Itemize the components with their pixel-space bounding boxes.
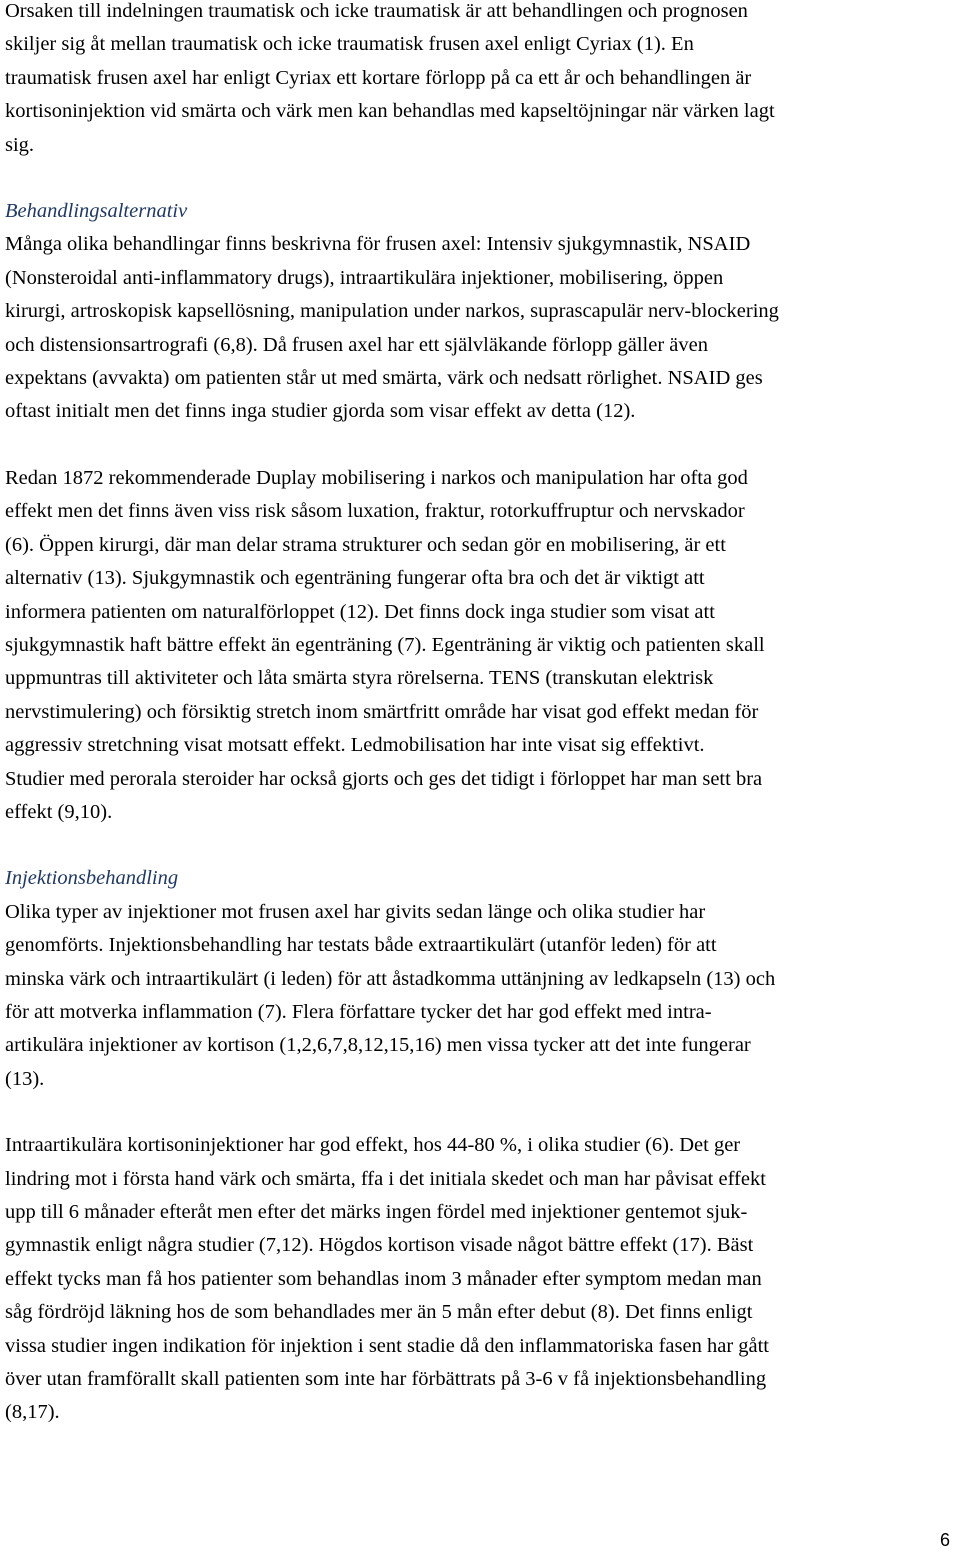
document-body [5,0,957,1430]
text-line: Intraartikulära kortisoninjektioner har god effekt, hos 44-80 %, i olika studier (6). Det ger [5,1134,741,1157]
text-line: (8,17). [5,1401,60,1424]
section-heading-injektionsbehandling: Injektionsbehandling [5,867,179,890]
text-line: upp till 6 månader efteråt men efter det märks ingen fördel med injektioner gentemot sjuk- [5,1201,748,1223]
text-line: (6). Öppen kirurgi, där man delar strama strukturer och sedan gör en mobilisering, är ett [5,533,726,556]
text-line: aggressiv stretchning visat motsatt effekt. Ledmobilisation har inte visat sig effektivt. [5,734,705,757]
page-number: 6 [939,1530,950,1550]
text-line: sjukgymnastik haft bättre effekt än egenträning (7). Egenträning är viktig och patienten skall [5,633,765,656]
text-line: uppmuntras till aktiviteter och låta smärta styra rörelserna. TENS (transkutan elektrisk [5,667,714,690]
text-line: Olika typer av injektioner mot frusen axel har givits sedan länge och olika studier har [5,900,706,923]
text-line: sig. [5,133,35,156]
text-line: för att motverka inflammation (7). Flera författare tycker det har god effekt med intra- [5,1000,712,1023]
text-line: informera patienten om naturalförloppet (12). Det finns dock inga studier som visat att [5,600,715,623]
text-line: expektans (avvakta) om patienten står ut med smärta, värk och nedsatt rörlighet. NSAID ges [5,367,763,390]
text-line: Studier med perorala steroider har också gjorts och ges det tidigt i förloppet har man sett bra [5,767,763,790]
text-line: Redan 1872 rekommenderade Duplay mobilisering i narkos och manipulation har ofta god [5,466,748,489]
text-line: effekt tycks man få hos patienter som behandlas inom 3 månader efter symptom medan man [5,1267,762,1290]
text-line: lindring mot i första hand värk och smärta, ffa i det initiala skedet och man har påvisat effekt [5,1167,766,1190]
text-line: nervstimulering) och försiktig stretch inom smärtfritt område har visat god effekt medan för [5,700,759,723]
text-line: gymnastik enligt några studier (7,12). Högdos kortison visade något bättre effekt (17). Bäst [5,1234,754,1257]
text-line: över utan framförallt skall patienten som inte har förbättrats på 3-6 v få injektionsbehandling [5,1368,767,1391]
text-line: effekt (9,10). [5,800,113,823]
text-line: skiljer sig åt mellan traumatisk och icke traumatisk frusen axel enligt Cyriax (1). En [5,33,694,56]
paragraph-intro [5,0,957,162]
text-line: vissa studier ingen indikation för injektion i sent stadie då den inflammatoriska fasen har gått [5,1334,770,1357]
text-line: artikulära injektioner av kortison (1,2,6,7,8,12,15,16) men vissa tycker att det inte fungerar [5,1034,751,1057]
paragraph-injektionsbehandling [5,896,957,1096]
text-line: (Nonsteroidal anti-inflammatory drugs), intraartikulära injektioner, mobilisering, öppen [5,266,724,289]
text-line: och distensionsartrografi (6,8). Då frusen axel har ett självläkande förlopp gäller även [5,333,709,356]
paragraph-behandlingsalternativ [5,228,957,428]
paragraph-duplay [5,462,957,829]
text-line: Orsaken till indelningen traumatisk och icke traumatisk är att behandlingen och prognosen [5,0,748,22]
text-line: traumatisk frusen axel har enligt Cyriax ett kortare förlopp på ca ett år och behandlingen är [5,66,752,89]
paragraph-intraartikulara [5,1129,957,1430]
text-line: Många olika behandlingar finns beskrivna för frusen axel: Intensiv sjukgymnastik, NSAID [5,233,751,256]
text-line: kirurgi, artroskopisk kapsellösning, manipulation under narkos, suprascapulär nerv-blockering [5,300,779,323]
text-line: effekt men det finns även viss risk såsom luxation, fraktur, rotorkuffruptur och nervskador [5,500,745,523]
text-line: alternativ (13). Sjukgymnastik och egenträning fungerar ofta bra och det är viktigt att [5,567,705,590]
section-heading-behandlingsalternativ: Behandlingsalternativ [5,200,188,223]
text-line: minska värk och intraartikulärt (i leden) för att åstadkomma uttänjning av ledkapseln (13) och [5,967,776,990]
text-line: (13). [5,1067,45,1090]
text-line: kortisoninjektion vid smärta och värk men kan behandlas med kapseltöjningar när värken lagt [5,100,775,123]
text-line: genomförts. Injektionsbehandling har testats både extraartikulärt (utanför leden) för att [5,934,717,957]
text-line: oftast initialt men det finns inga studier gjorda som visar effekt av detta (12). [5,400,636,423]
text-line: såg fördröjd läkning hos de som behandlades mer än 5 mån efter debut (8). Det finns enligt [5,1301,753,1324]
